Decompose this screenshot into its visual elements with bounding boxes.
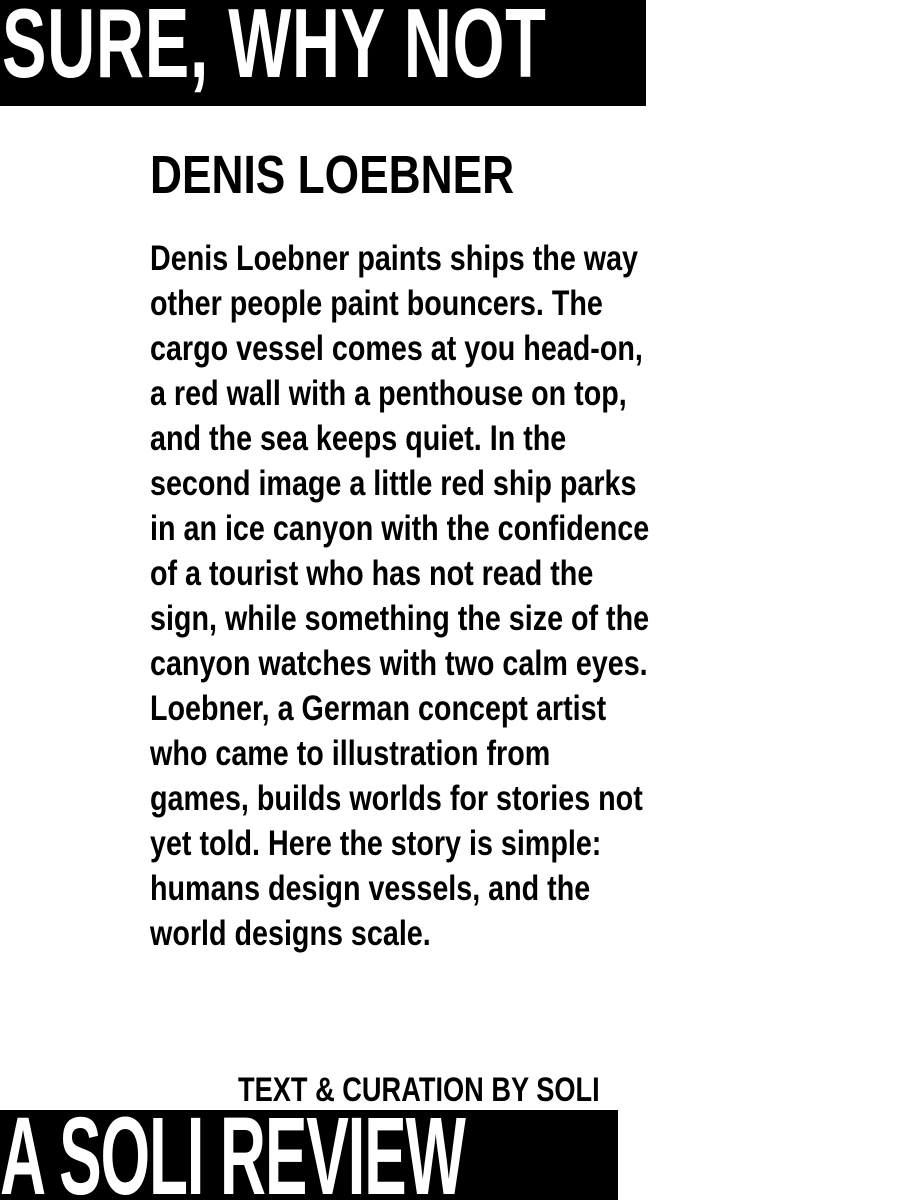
body-line: in an ice canyon with the confidence	[150, 509, 650, 548]
body-line: canyon watches with two calm eyes.	[150, 644, 648, 683]
body-line: second image a little red ship parks	[150, 464, 637, 503]
body-line: cargo vessel comes at you head-on,	[150, 329, 643, 368]
body-line: a red wall with a penthouse on top,	[150, 374, 627, 413]
body-line: Denis Loebner paints ships the way	[150, 239, 639, 278]
body-line: games, builds worlds for stories not	[150, 779, 643, 818]
article-body	[150, 236, 890, 956]
series-title: SURE, WHY NOT	[2, 0, 547, 98]
body-line: sign, while something the size of the	[150, 599, 650, 638]
body-line: who came to illustration from	[150, 734, 551, 773]
body-line: world designs scale.	[150, 914, 431, 953]
body-line: Loebner, a German concept artist	[150, 689, 607, 728]
body-line: of a tourist who has not read the	[150, 554, 594, 593]
review-title: A SOLI REVIEW	[0, 1110, 465, 1200]
body-line: yet told. Here the story is simple:	[150, 824, 602, 863]
body-line: other people paint bouncers. The	[150, 284, 603, 323]
body-line: and the sea keeps quiet. In the	[150, 419, 567, 458]
credit-line: TEXT & CURATION BY SOLI	[238, 1071, 600, 1109]
body-line: humans design vessels, and the	[150, 869, 591, 908]
article-title: DENIS LOEBNER	[150, 145, 515, 205]
top-banner	[0, 0, 646, 106]
bottom-banner	[0, 1110, 618, 1200]
